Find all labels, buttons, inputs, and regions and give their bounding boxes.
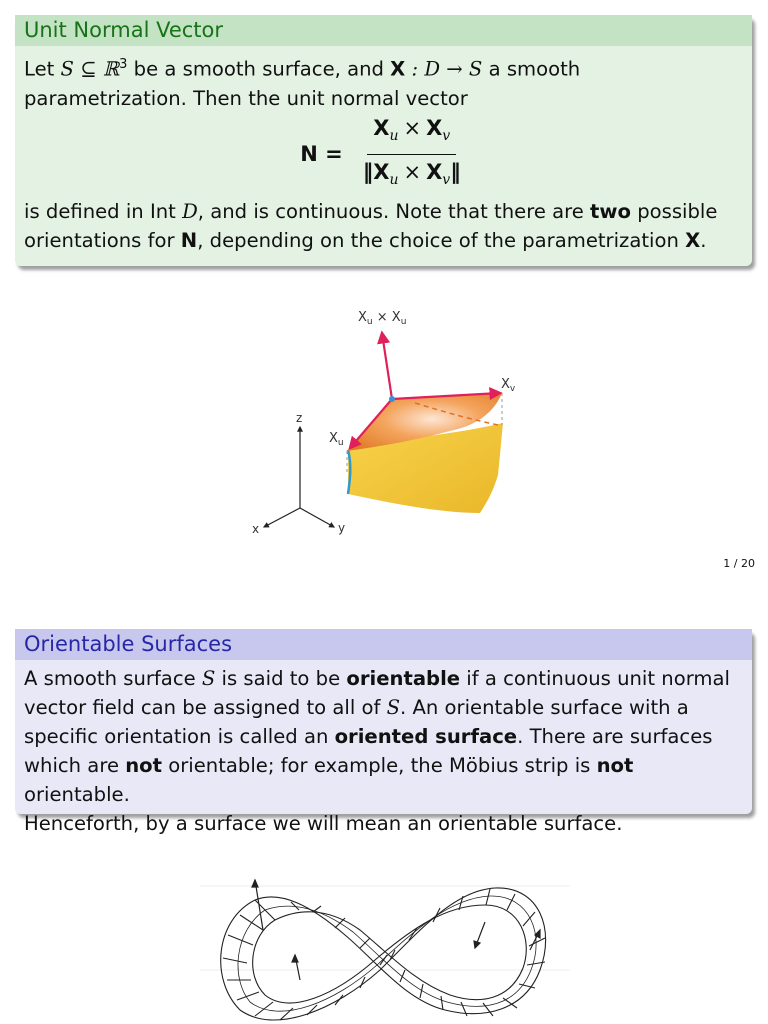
formula-fraction <box>357 114 467 195</box>
bold-two: two <box>590 199 631 223</box>
text: a smooth <box>482 57 581 81</box>
formula-numerator: $X_u \times X_v$ <box>367 114 456 155</box>
y-axis-label: y <box>338 521 346 535</box>
mobius-strip <box>221 888 546 1020</box>
text: Let <box>24 57 55 81</box>
mobius-strip-figure <box>195 860 575 1024</box>
mobius-normal-arrows <box>252 880 540 980</box>
y-axis <box>300 508 334 527</box>
paragraph-line: Henceforth, by a surface we will mean an orientable surface. <box>24 812 623 835</box>
xv-label: $X_v$ <box>501 377 516 394</box>
paragraph-line: which are not orientable; for example, the Möbius strip is not orientable. <box>24 754 634 806</box>
text: . <box>700 228 707 252</box>
text: possible <box>630 199 718 223</box>
x-axis-label: x <box>252 522 260 536</box>
text: , and is continuous. Note that there are <box>197 199 591 223</box>
math-d: D <box>182 199 198 223</box>
text: is defined in Int <box>24 199 183 223</box>
formula-lhs: N = <box>300 142 343 167</box>
page-number: 1 / 20 <box>723 557 755 570</box>
bold-n: N <box>180 228 198 252</box>
paragraph-line: A smooth surface S is said to be orientable if a continuous unit normal <box>24 667 730 690</box>
surface-normal-figure <box>240 300 540 545</box>
paragraph-line: parametrization. Then the unit normal vector <box>24 86 468 110</box>
orientable-surfaces-block <box>15 629 752 835</box>
text: orientations for <box>24 228 181 252</box>
block-title: Orientable Surfaces <box>15 629 752 660</box>
math-x: X <box>390 57 406 81</box>
math-superscript: 3 <box>119 57 128 72</box>
text: , depending on the choice of the parametrization <box>197 228 686 252</box>
normal-label: $X_u \times X_u$ <box>358 310 407 327</box>
base-point <box>389 396 395 402</box>
block-body <box>15 660 752 838</box>
paragraph-line: specific orientation is called an oriented surface. There are surfaces <box>24 725 713 748</box>
unit-normal-vector-block <box>15 15 752 266</box>
paragraph-line <box>24 226 743 255</box>
normal-vector-formula <box>24 113 743 197</box>
paragraph-line: vector field can be assigned to all of S. An orientable surface with a <box>24 696 689 719</box>
bold-x: X <box>685 228 701 252</box>
block-body <box>15 46 752 255</box>
x-axis <box>264 508 300 527</box>
math-s-subset-r: S ⊆ ℝ <box>60 57 120 81</box>
formula-denominator: $‖X_u$ × $X_v‖$ <box>362 160 461 189</box>
xu-label: $X_u$ <box>329 431 344 448</box>
block-title: Unit Normal Vector <box>15 15 752 46</box>
math-map: : D → S <box>405 57 483 81</box>
z-axis-label: z <box>296 411 303 425</box>
paragraph-line <box>24 197 743 226</box>
normal-vector <box>382 333 392 399</box>
text: be a smooth surface, and <box>127 57 391 81</box>
paragraph-line <box>24 50 743 84</box>
